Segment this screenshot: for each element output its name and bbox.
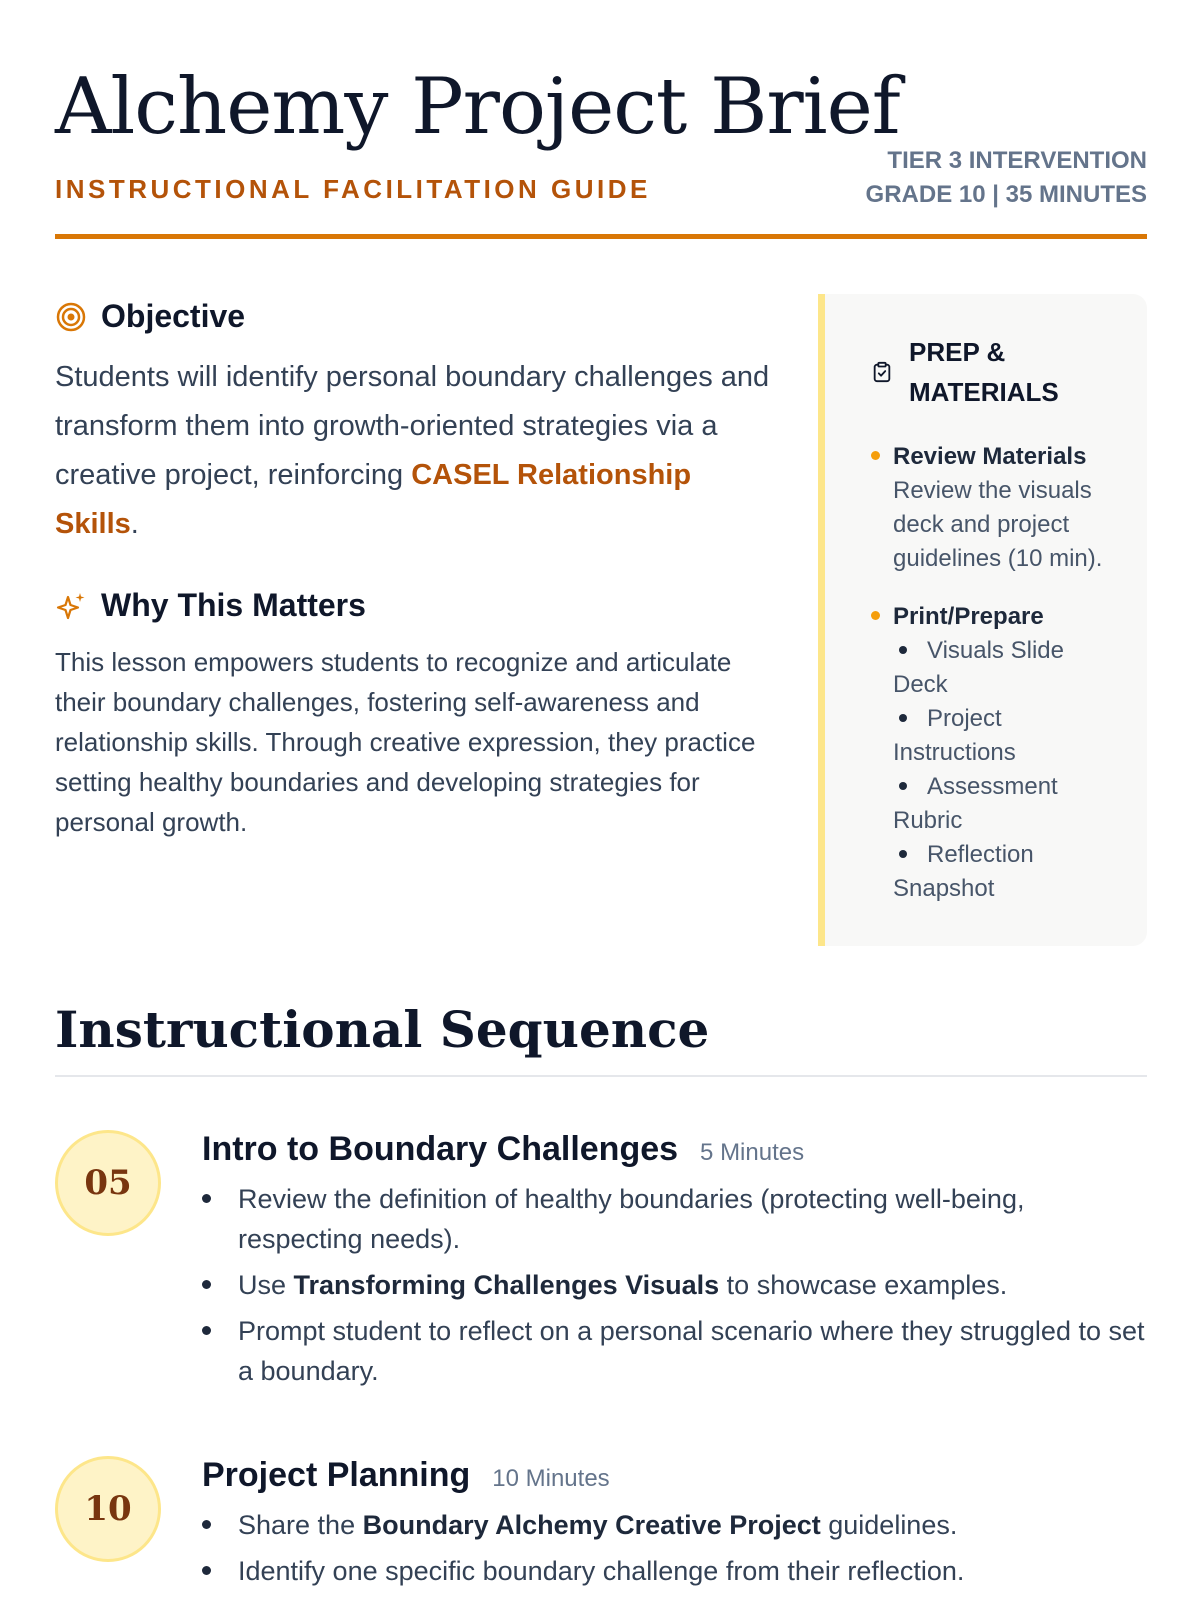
sparkles-icon (55, 590, 87, 622)
sequence-divider (55, 1075, 1147, 1077)
step-bullet: Identify one specific boundary challenge from their reflection. (202, 1551, 1147, 1591)
print-item: Project Instructions (893, 705, 1016, 766)
visuals-link-text: Transforming Challenges Visuals (293, 1270, 720, 1300)
why-text: This lesson empowers students to recognize and articulate their boundary challenges, fostering self-awareness and relationship skills. Through creative expression, they practice setting healthy boundaries and developing strategies for personal growth. (55, 647, 756, 837)
header-divider (55, 234, 1147, 239)
tier-label: TIER 3 INTERVENTION (887, 147, 1147, 174)
objective-heading-label: Objective (101, 298, 246, 334)
step-bullet: Prompt student to reflect on a personal scenario where they struggled to set a boundary. (202, 1311, 1147, 1391)
print-item: Visuals Slide Deck (893, 637, 1064, 698)
print-item: Reflection Snapshot (893, 841, 1034, 902)
sequence-title: Instructional Sequence (55, 1000, 710, 1059)
page-title: Alchemy Project Brief (55, 62, 900, 152)
step-header (202, 1130, 1147, 1169)
grade-duration-label: GRADE 10 | 35 MINUTES (865, 181, 1147, 208)
print-list (893, 634, 1121, 906)
objective-text-end: . (130, 508, 139, 540)
why-heading-label: Why This Matters (101, 587, 366, 623)
step-bullet: Share the Boundary Alchemy Creative Project guidelines. (202, 1505, 1147, 1545)
step-bullet: Use Transforming Challenges Visuals to showcase examples. (202, 1265, 1147, 1305)
step-duration-badge: 10 (55, 1456, 161, 1562)
objective-text (55, 353, 775, 549)
target-icon (55, 301, 87, 333)
step-header (202, 1456, 1147, 1495)
prep-heading-label: PREP & MATERIALS (909, 337, 1059, 407)
step-bullets (202, 1179, 1147, 1391)
step-duration: 5 Minutes (700, 1139, 805, 1166)
clipboard-check-icon (871, 361, 893, 383)
prep-item-print (871, 600, 1121, 906)
project-name-text: Boundary Alchemy Creative Project (362, 1510, 821, 1540)
step-duration-badge: 05 (55, 1130, 161, 1236)
print-title: Print/Prepare (893, 603, 1044, 630)
casel-highlight: CASEL Relationship Skills (55, 459, 692, 540)
review-desc: Review the visuals deck and project guidelines (10 min). (893, 477, 1103, 572)
prep-item-review (871, 440, 1121, 576)
prep-materials-panel (818, 294, 1147, 946)
step-title: Project Planning (202, 1456, 471, 1494)
print-item: Assessment Rubric (893, 773, 1058, 834)
step-bullet: Review the definition of healthy boundaries (protecting well-being, respecting needs). (202, 1179, 1147, 1259)
page-header (55, 0, 1147, 242)
lesson-meta (866, 144, 1147, 212)
objective-heading (55, 298, 775, 335)
objective-text-body: Students will identify personal boundary challenges and transform them into growth-oriented strategies via a creative project, reinforcing (55, 361, 770, 491)
why-heading (55, 587, 775, 624)
prep-heading (871, 332, 1089, 412)
page-subtitle: INSTRUCTIONAL FACILITATION GUIDE (55, 174, 651, 204)
prep-list (871, 440, 1121, 930)
step-title: Intro to Boundary Challenges (202, 1130, 679, 1168)
step-bullets (202, 1505, 1147, 1591)
step-duration: 10 Minutes (492, 1465, 610, 1492)
step-body (202, 1130, 1147, 1397)
objective-section (55, 298, 775, 842)
review-title: Review Materials (893, 443, 1087, 470)
step-body (202, 1456, 1147, 1597)
